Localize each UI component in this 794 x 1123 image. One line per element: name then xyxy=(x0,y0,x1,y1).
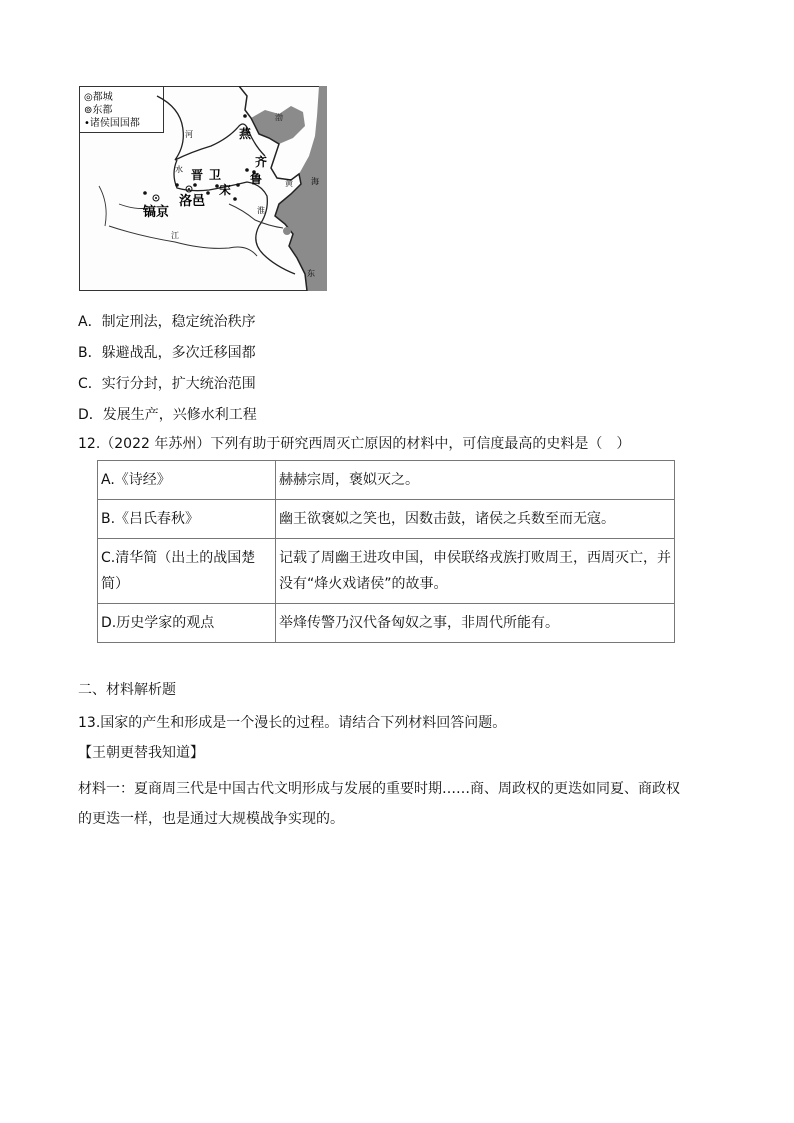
legend-east-capital: ⊚东都 xyxy=(84,105,113,116)
source-content-line: 记载了周幽王进攻申国，申侯联络戎族打败周王，西周灭亡，并 xyxy=(279,550,671,566)
source-name: D.历史学家的观点 xyxy=(98,604,276,643)
label-lu: 鲁 xyxy=(250,172,263,186)
source-name: A.《诗经》 xyxy=(98,461,276,500)
label-river-huai: 淮 xyxy=(257,206,265,215)
table-row xyxy=(98,500,675,539)
question-13-stem: 13.国家的产生和形成是一个漫长的过程。请结合下列材料回答问题。 xyxy=(78,715,507,731)
legend-vassal-capital: •诸侯国国都 xyxy=(84,118,140,129)
zhou-fengjian-map xyxy=(79,86,327,291)
section-title: 二、材料解析题 xyxy=(78,682,176,698)
label-luoyi: 洛邑 xyxy=(179,194,206,209)
label-qi: 齐 xyxy=(255,155,268,169)
label-hai: 海 xyxy=(311,177,319,186)
source-content: 举烽传警乃汉代备匈奴之事，非周代所能有。 xyxy=(276,604,675,643)
label-river-jiang: 江 xyxy=(171,231,179,240)
table-row xyxy=(98,604,675,643)
label-song: 宋 xyxy=(219,183,232,197)
question-12-stem: 12.（2022 年苏州）下列有助于研究西周灭亡原因的材料中，可信度最高的史料是（ ） xyxy=(78,436,631,452)
source-name: B.《吕氏春秋》 xyxy=(98,500,276,539)
source-content: 赫赫宗周，褒姒灭之。 xyxy=(276,461,675,500)
legend-capital: ◎都城 xyxy=(84,92,113,103)
option-d: D．发展生产，兴修水利工程 xyxy=(78,407,257,423)
table-row xyxy=(98,461,675,500)
label-donghai: 东 xyxy=(307,269,315,278)
source-content: 幽王欲褒姒之笑也，因数击鼓，诸侯之兵数至而无寇。 xyxy=(276,500,675,539)
source-table xyxy=(97,460,675,643)
label-bohai: 渤 xyxy=(275,113,283,122)
table-row xyxy=(98,539,675,604)
label-jin: 晋 xyxy=(191,168,204,182)
label-yan: 燕 xyxy=(239,127,252,141)
option-a: A．制定刑法，稳定统治秩序 xyxy=(78,314,256,330)
option-c: C．实行分封，扩大统治范围 xyxy=(78,376,256,392)
source-name: C.清华简（出土的战国楚简） xyxy=(98,539,276,604)
label-river-he: 河 xyxy=(185,130,193,139)
label-huanghai: 黄 xyxy=(285,179,293,188)
subheading: 【王朝更替我知道】 xyxy=(78,745,204,761)
label-river-shui: 水 xyxy=(175,165,183,174)
material-1: 材料一：夏商周三代是中国古代文明形成与发展的重要时期……商、周政权的更迭如同夏、商政权的更迭一样，也是通过大规模战争实现的。 xyxy=(78,781,680,827)
label-wei: 卫 xyxy=(209,168,222,182)
source-content-line: 没有“烽火戏诸侯”的故事。 xyxy=(279,576,448,592)
option-b: B．躲避战乱，多次迁移国都 xyxy=(78,345,256,361)
label-haojing: 镐京 xyxy=(143,205,170,220)
source-content xyxy=(276,539,675,604)
